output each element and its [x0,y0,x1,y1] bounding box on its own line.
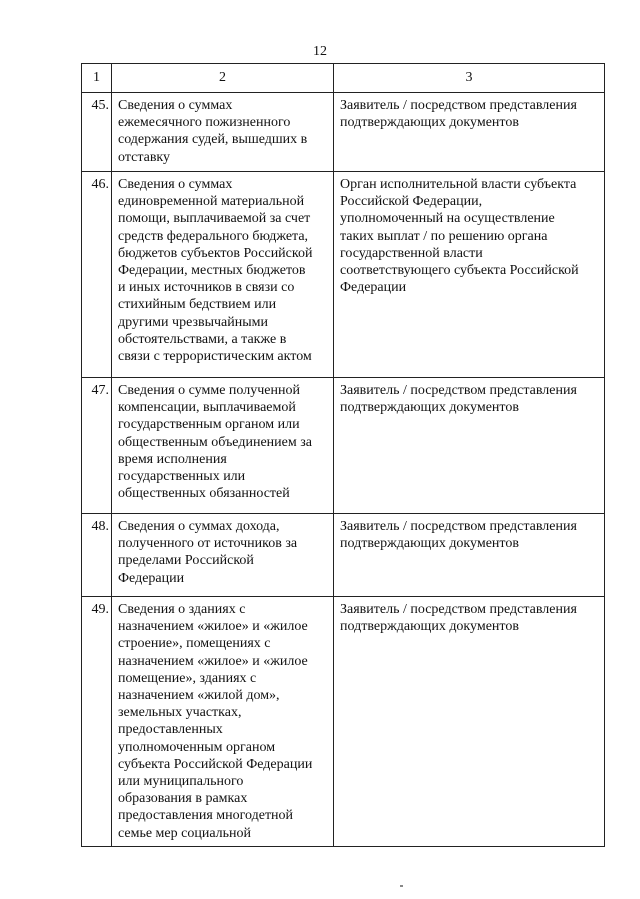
text-line: подтверждающих документов [340,400,519,416]
text-line: подтверждающих документов [340,115,519,131]
text-line: средств федерального бюджета, [118,228,309,244]
text-line: и иных источников в связи со [118,280,295,296]
text-line: другими чрезвычайными [118,314,268,330]
info-description [112,597,334,847]
text-line: назначением «жилой дом», [118,688,280,704]
text-line: уполномоченным органом [118,739,276,755]
text-line: предоставленных [118,722,223,738]
info-description [112,514,334,597]
text-line: Российской Федерации, [340,194,483,210]
header-col-3: 3 [334,64,605,93]
text-line: подтверждающих документов [340,536,519,552]
text-line: семье мер социальной [118,825,252,841]
text-line: строение», помещениях с [118,636,271,652]
provider-description [334,378,605,514]
table-row [82,597,605,847]
text-line: Федерации, местных бюджетов [118,263,306,279]
text-line: полученного от источников за [118,536,298,552]
text-line: Орган исполнительной власти субъекта [340,177,577,192]
provider-description [334,93,605,172]
row-number: 49. [82,597,112,847]
text-line: Федерации [118,570,185,586]
text-line: связи с террористическим актом [118,349,312,365]
text-line: земельных участках, [118,705,242,721]
provider-description [334,172,605,378]
text-line: бюджетов субъектов Российской [118,245,313,261]
text-line: государственным органом или [118,417,300,433]
text-line: государственной власти [340,245,483,261]
text-line: Заявитель / посредством представления [340,602,577,617]
text-line: помещение», зданиях с [118,670,257,686]
requirements-table [81,63,605,847]
text-line: Сведения о суммах дохода, [118,519,280,534]
text-line: Сведения о сумме полученной [118,383,300,398]
text-line: назначением «жилое» и «жилое [118,619,308,635]
provider-description [334,514,605,597]
text-line: образования в рамках [118,791,248,807]
text-line: государственных или [118,469,246,485]
text-line: обстоятельствами, а также в [118,331,287,347]
text-line: общественных обязанностей [118,486,290,502]
info-description [112,93,334,172]
row-number: 45. [82,93,112,172]
text-line: Заявитель / посредством представления [340,98,577,113]
row-number: 46. [82,172,112,378]
provider-description [334,597,605,847]
text-line: пределами Российской [118,553,254,569]
table-row [82,378,605,514]
text-line: Сведения о суммах [118,98,233,113]
page-number: 12 [313,44,327,59]
text-line: Заявитель / посредством представления [340,519,577,534]
text-line: стихийным бедствием или [118,297,277,313]
row-number: 48. [82,514,112,597]
header-col-2: 2 [112,64,334,93]
table-row [82,514,605,597]
scan-artifact [400,885,403,887]
text-line: уполномоченный на осуществление [340,211,555,227]
text-line: субъекта Российской Федерации [118,756,313,772]
table-header-row [82,64,605,93]
text-line: соответствующего субъекта Российской [340,263,579,279]
text-line: единовременной материальной [118,194,305,210]
table-row [82,172,605,378]
text-line: Сведения о суммах [118,177,233,192]
text-line: таких выплат / по решению органа [340,228,548,244]
text-line: компенсации, выплачиваемой [118,400,296,416]
text-line: ежемесячного пожизненного [118,115,291,131]
text-line: подтверждающих документов [340,619,519,635]
text-line: Сведения о зданиях с [118,602,246,617]
text-line: помощи, выплачиваемой за счет [118,211,311,227]
header-col-1: 1 [82,64,112,93]
text-line: общественным объединением за [118,434,312,450]
text-line: или муниципального [118,774,244,790]
text-line: время исполнения [118,451,227,467]
text-line: предоставления многодетной [118,808,294,824]
text-line: назначением «жилое» и «жилое [118,653,308,669]
text-line: отставку [118,149,171,165]
text-line: Федерации [340,280,407,296]
info-description [112,172,334,378]
table-row [82,93,605,172]
text-line: содержания судей, вышедших в [118,132,308,148]
row-number: 47. [82,378,112,514]
text-line: Заявитель / посредством представления [340,383,577,398]
info-description [112,378,334,514]
